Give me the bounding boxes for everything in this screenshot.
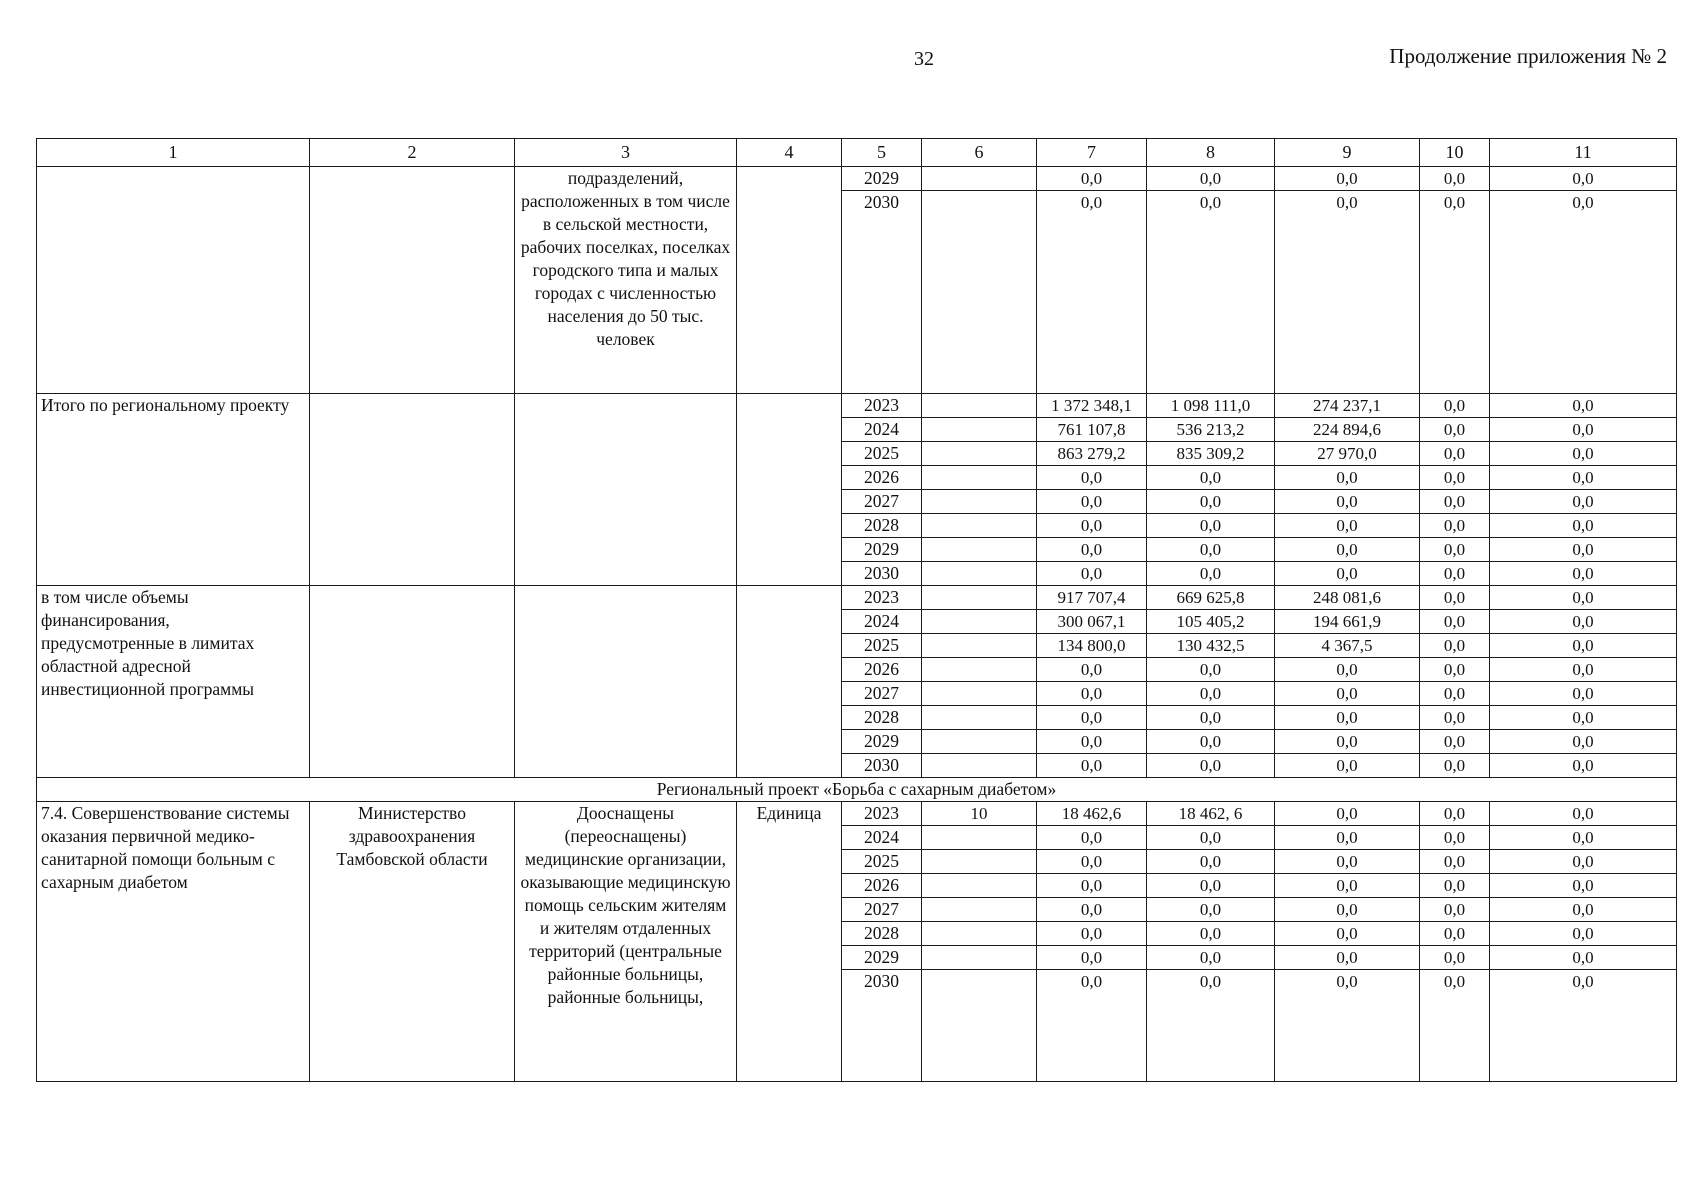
cell-indicator-description: Дооснащены (переоснащены) медицинские организации, оказывающие медицинскую помощь сельским жителям и жителям отдаленных территорий (центральные районные больницы, районные больницы,: [515, 802, 737, 1082]
cell-col9: 0,0: [1275, 562, 1420, 586]
cell-col9: 0,0: [1275, 802, 1420, 826]
cell-col11: 0,0: [1490, 922, 1677, 946]
cell-col6: [922, 922, 1037, 946]
cell-col11: 0,0: [1490, 898, 1677, 922]
cell-col8: 130 432,5: [1147, 634, 1275, 658]
cell-col4: [737, 167, 842, 394]
cell-col8: 18 462, 6: [1147, 802, 1275, 826]
cell-col6: [922, 850, 1037, 874]
cell-col11: 0,0: [1490, 946, 1677, 970]
cell-col8: 1 098 111,0: [1147, 394, 1275, 418]
cell-col10: 0,0: [1420, 610, 1490, 634]
cell-year: 2030: [842, 191, 922, 394]
column-header: 5: [842, 139, 922, 167]
cell-year: 2025: [842, 850, 922, 874]
cell-col8: 0,0: [1147, 562, 1275, 586]
cell-row-label: в том числе объемы финансирования, предусмотренные в лимитах областной адресной инвестиционной программы: [37, 586, 310, 778]
cell-unit: Единица: [737, 802, 842, 1082]
cell-year: 2024: [842, 418, 922, 442]
cell-col11: 0,0: [1490, 754, 1677, 778]
cell-col8: 0,0: [1147, 191, 1275, 394]
cell-col9: 0,0: [1275, 946, 1420, 970]
cell-col8: 0,0: [1147, 706, 1275, 730]
cell-col3: [515, 586, 737, 778]
table-row: [37, 586, 1677, 610]
column-header: 6: [922, 139, 1037, 167]
cell-col9: 0,0: [1275, 682, 1420, 706]
cell-col11: 0,0: [1490, 191, 1677, 394]
cell-col11: 0,0: [1490, 730, 1677, 754]
cell-col9: 0,0: [1275, 514, 1420, 538]
cell-col8: 105 405,2: [1147, 610, 1275, 634]
cell-col11: 0,0: [1490, 826, 1677, 850]
cell-col7: 0,0: [1037, 754, 1147, 778]
cell-col9: 0,0: [1275, 466, 1420, 490]
cell-col1: [37, 167, 310, 394]
column-header: 3: [515, 139, 737, 167]
cell-col10: 0,0: [1420, 754, 1490, 778]
cell-col6: [922, 970, 1037, 1082]
cell-col10: 0,0: [1420, 922, 1490, 946]
cell-year: 2026: [842, 874, 922, 898]
cell-col9: 4 367,5: [1275, 634, 1420, 658]
cell-col11: 0,0: [1490, 706, 1677, 730]
cell-col10: 0,0: [1420, 898, 1490, 922]
cell-year: 2025: [842, 442, 922, 466]
cell-col7: 0,0: [1037, 514, 1147, 538]
cell-col8: 0,0: [1147, 490, 1275, 514]
cell-col10: 0,0: [1420, 442, 1490, 466]
cell-year: 2027: [842, 490, 922, 514]
cell-col10: 0,0: [1420, 466, 1490, 490]
cell-col7: 0,0: [1037, 658, 1147, 682]
cell-col10: 0,0: [1420, 874, 1490, 898]
cell-col9: 0,0: [1275, 970, 1420, 1082]
cell-col6: [922, 466, 1037, 490]
cell-col6: [922, 682, 1037, 706]
cell-col6: [922, 442, 1037, 466]
cell-col9: 0,0: [1275, 538, 1420, 562]
cell-col6: [922, 610, 1037, 634]
cell-col7: 761 107,8: [1037, 418, 1147, 442]
cell-col10: 0,0: [1420, 634, 1490, 658]
section-banner-row: [37, 778, 1677, 802]
table-row: [37, 394, 1677, 418]
cell-col9: 0,0: [1275, 706, 1420, 730]
cell-col7: 0,0: [1037, 730, 1147, 754]
cell-year: 2028: [842, 514, 922, 538]
cell-col7: 917 707,4: [1037, 586, 1147, 610]
cell-col8: 0,0: [1147, 538, 1275, 562]
cell-col6: [922, 730, 1037, 754]
cell-col6: [922, 394, 1037, 418]
column-number-row: [37, 139, 1677, 167]
cell-col7: 863 279,2: [1037, 442, 1147, 466]
cell-col11: 0,0: [1490, 610, 1677, 634]
cell-col6: [922, 754, 1037, 778]
cell-col8: 0,0: [1147, 754, 1275, 778]
cell-col10: 0,0: [1420, 191, 1490, 394]
appendix-continuation-note: Продолжение приложения № 2: [1389, 44, 1667, 68]
cell-year: 2024: [842, 826, 922, 850]
cell-col6: [922, 634, 1037, 658]
cell-col6: [922, 706, 1037, 730]
cell-col7: 0,0: [1037, 970, 1147, 1082]
cell-col11: 0,0: [1490, 682, 1677, 706]
cell-col8: 0,0: [1147, 850, 1275, 874]
cell-col9: 0,0: [1275, 826, 1420, 850]
cell-col7: 0,0: [1037, 490, 1147, 514]
cell-col7: 1 372 348,1: [1037, 394, 1147, 418]
cell-col8: 0,0: [1147, 898, 1275, 922]
cell-col6: [922, 490, 1037, 514]
cell-col6: [922, 514, 1037, 538]
cell-col3: [515, 394, 737, 586]
cell-col9: 0,0: [1275, 754, 1420, 778]
column-header: 2: [310, 139, 515, 167]
cell-col9: 0,0: [1275, 730, 1420, 754]
column-header: 4: [737, 139, 842, 167]
cell-year: 2023: [842, 802, 922, 826]
cell-col7: 0,0: [1037, 874, 1147, 898]
section-banner: Региональный проект «Борьба с сахарным диабетом»: [37, 778, 1677, 802]
cell-col2: [310, 394, 515, 586]
cell-col9: 224 894,6: [1275, 418, 1420, 442]
cell-col7: 0,0: [1037, 562, 1147, 586]
cell-col10: 0,0: [1420, 802, 1490, 826]
cell-col11: 0,0: [1490, 658, 1677, 682]
cell-col7: 0,0: [1037, 466, 1147, 490]
cell-col2: [310, 586, 515, 778]
cell-indicator-description: подразделений, расположенных в том числе в сельской местности, рабочих поселках, поселках городского типа и малых городах с численностью населения до 50 тыс. человек: [515, 167, 737, 394]
cell-year: 2030: [842, 754, 922, 778]
cell-col8: 669 625,8: [1147, 586, 1275, 610]
cell-col10: 0,0: [1420, 167, 1490, 191]
cell-col8: 0,0: [1147, 922, 1275, 946]
cell-year: 2030: [842, 562, 922, 586]
cell-col11: 0,0: [1490, 634, 1677, 658]
cell-col10: 0,0: [1420, 490, 1490, 514]
cell-year: 2030: [842, 970, 922, 1082]
cell-year: 2023: [842, 394, 922, 418]
cell-col6: [922, 586, 1037, 610]
cell-col6: [922, 658, 1037, 682]
cell-col6: [922, 191, 1037, 394]
financing-table: [36, 138, 1677, 1082]
cell-year: 2025: [842, 634, 922, 658]
cell-col8: 0,0: [1147, 826, 1275, 850]
cell-col10: 0,0: [1420, 850, 1490, 874]
cell-col6: 10: [922, 802, 1037, 826]
cell-col11: 0,0: [1490, 874, 1677, 898]
cell-col8: 0,0: [1147, 730, 1275, 754]
cell-col7: 0,0: [1037, 682, 1147, 706]
cell-col11: 0,0: [1490, 586, 1677, 610]
cell-col7: 0,0: [1037, 167, 1147, 191]
cell-col8: 835 309,2: [1147, 442, 1275, 466]
cell-col10: 0,0: [1420, 946, 1490, 970]
cell-col10: 0,0: [1420, 682, 1490, 706]
cell-year: 2029: [842, 730, 922, 754]
table-row: [37, 802, 1677, 826]
cell-col10: 0,0: [1420, 730, 1490, 754]
cell-col6: [922, 874, 1037, 898]
cell-col10: 0,0: [1420, 970, 1490, 1082]
cell-year: 2026: [842, 658, 922, 682]
cell-col7: 0,0: [1037, 538, 1147, 562]
cell-col10: 0,0: [1420, 826, 1490, 850]
cell-col7: 0,0: [1037, 922, 1147, 946]
cell-col11: 0,0: [1490, 538, 1677, 562]
cell-year: 2027: [842, 682, 922, 706]
cell-col11: 0,0: [1490, 514, 1677, 538]
cell-col9: 248 081,6: [1275, 586, 1420, 610]
cell-col7: 0,0: [1037, 191, 1147, 394]
cell-col10: 0,0: [1420, 418, 1490, 442]
cell-col9: 0,0: [1275, 922, 1420, 946]
cell-col8: 0,0: [1147, 970, 1275, 1082]
cell-year: 2029: [842, 538, 922, 562]
cell-year: 2024: [842, 610, 922, 634]
page-number: 32: [914, 48, 934, 70]
cell-year: 2028: [842, 922, 922, 946]
cell-col11: 0,0: [1490, 418, 1677, 442]
cell-col8: 536 213,2: [1147, 418, 1275, 442]
cell-year: 2029: [842, 946, 922, 970]
cell-col7: 0,0: [1037, 898, 1147, 922]
cell-year: 2027: [842, 898, 922, 922]
cell-col6: [922, 898, 1037, 922]
cell-year: 2028: [842, 706, 922, 730]
cell-col7: 0,0: [1037, 850, 1147, 874]
cell-activity-name: 7.4. Совершенствование системы оказания первичной медико-санитарной помощи больным с сахарным диабетом: [37, 802, 310, 1082]
cell-col6: [922, 167, 1037, 191]
cell-col9: 0,0: [1275, 490, 1420, 514]
cell-year: 2026: [842, 466, 922, 490]
cell-col9: 0,0: [1275, 658, 1420, 682]
cell-col8: 0,0: [1147, 874, 1275, 898]
cell-col8: 0,0: [1147, 658, 1275, 682]
column-header: 10: [1420, 139, 1490, 167]
cell-col11: 0,0: [1490, 850, 1677, 874]
table-row: [37, 167, 1677, 191]
cell-col11: 0,0: [1490, 490, 1677, 514]
cell-col4: [737, 394, 842, 586]
cell-col9: 27 970,0: [1275, 442, 1420, 466]
cell-col11: 0,0: [1490, 442, 1677, 466]
cell-col6: [922, 562, 1037, 586]
cell-year: 2029: [842, 167, 922, 191]
cell-col8: 0,0: [1147, 682, 1275, 706]
cell-col9: 0,0: [1275, 191, 1420, 394]
cell-col7: 0,0: [1037, 946, 1147, 970]
cell-col6: [922, 946, 1037, 970]
cell-col10: 0,0: [1420, 706, 1490, 730]
cell-col10: 0,0: [1420, 394, 1490, 418]
cell-col9: 0,0: [1275, 898, 1420, 922]
cell-col10: 0,0: [1420, 562, 1490, 586]
cell-year: 2023: [842, 586, 922, 610]
cell-col2: [310, 167, 515, 394]
cell-col11: 0,0: [1490, 970, 1677, 1082]
cell-col6: [922, 826, 1037, 850]
column-header: 1: [37, 139, 310, 167]
cell-col9: 274 237,1: [1275, 394, 1420, 418]
cell-col9: 0,0: [1275, 850, 1420, 874]
cell-col10: 0,0: [1420, 538, 1490, 562]
cell-col11: 0,0: [1490, 394, 1677, 418]
cell-col8: 0,0: [1147, 466, 1275, 490]
cell-col6: [922, 538, 1037, 562]
cell-col10: 0,0: [1420, 658, 1490, 682]
cell-col8: 0,0: [1147, 946, 1275, 970]
cell-responsible-executor: Министерство здравоохранения Тамбовской области: [310, 802, 515, 1082]
cell-col7: 134 800,0: [1037, 634, 1147, 658]
cell-col7: 0,0: [1037, 826, 1147, 850]
cell-col7: 300 067,1: [1037, 610, 1147, 634]
column-header: 8: [1147, 139, 1275, 167]
cell-col8: 0,0: [1147, 514, 1275, 538]
cell-col8: 0,0: [1147, 167, 1275, 191]
cell-col11: 0,0: [1490, 167, 1677, 191]
cell-col9: 0,0: [1275, 167, 1420, 191]
column-header: 7: [1037, 139, 1147, 167]
cell-col9: 194 661,9: [1275, 610, 1420, 634]
cell-col4: [737, 586, 842, 778]
cell-col11: 0,0: [1490, 802, 1677, 826]
cell-row-label: Итого по региональному проекту: [37, 394, 310, 586]
cell-col11: 0,0: [1490, 562, 1677, 586]
cell-col11: 0,0: [1490, 466, 1677, 490]
cell-col10: 0,0: [1420, 514, 1490, 538]
cell-col10: 0,0: [1420, 586, 1490, 610]
column-header: 11: [1490, 139, 1677, 167]
cell-col6: [922, 418, 1037, 442]
cell-col9: 0,0: [1275, 874, 1420, 898]
cell-col7: 0,0: [1037, 706, 1147, 730]
cell-col7: 18 462,6: [1037, 802, 1147, 826]
column-header: 9: [1275, 139, 1420, 167]
